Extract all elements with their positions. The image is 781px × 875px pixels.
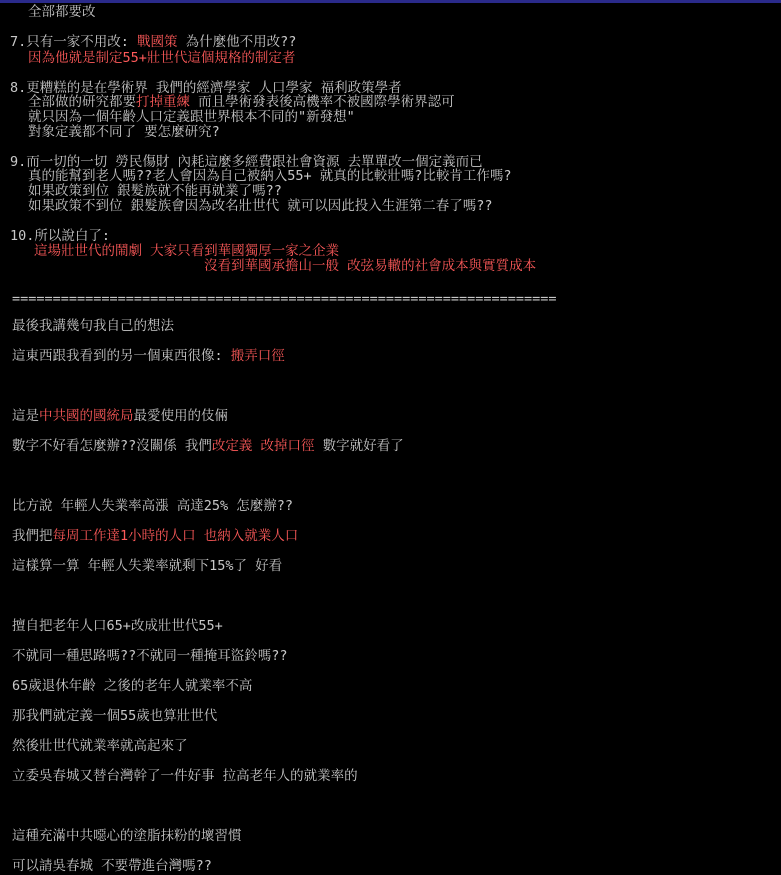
paragraph: 65歲退休年齡 之後的老年人就業率不高: [12, 678, 253, 694]
paragraph: 這樣算一算 年輕人失業率就剩下15%了 好看: [12, 558, 283, 574]
text-fragment: 數字就好看了: [314, 438, 404, 454]
text-fragment: 這是: [12, 408, 39, 424]
highlight-text: 戰國策: [137, 34, 178, 50]
list-item-7-line: [10, 34, 296, 50]
list-item-9-line: 9.而一切的一切 勞民傷財 內耗這麼多經費跟社會資源 去單單改一個定義而已: [10, 154, 483, 170]
paragraph: 比方說 年輕人失業率高漲 高達25% 怎麼辦??: [12, 498, 294, 514]
highlight-line: 沒看到華國承擔山一般 改弦易轍的社會成本與實質成本: [204, 258, 537, 274]
paragraph: 可以請吳春城 不要帶進台灣嗎??: [12, 858, 212, 874]
text-fragment: 我們把: [12, 528, 53, 544]
paragraph: 立委吳春城又替台灣幹了一件好事 拉高老年人的就業率的: [12, 768, 358, 784]
text-fragment: 數字不好看怎麼辦??沒關係 我們: [12, 438, 212, 454]
list-item-8-line: 8.更糟糕的是在學術界 我們的經濟學家 人口學家 福利政策學者: [10, 80, 402, 96]
highlight-text: 改定義 改掉口徑: [211, 438, 315, 454]
highlight-text: 每周工作達1小時的人口 也納入就業人口: [52, 528, 299, 544]
paragraph: 最後我講幾句我自己的想法: [12, 318, 174, 334]
text-line: 如果政策不到位 銀髮族會因為改名壯世代 就可以因此投入生涯第二春了嗎??: [28, 198, 493, 214]
top-border: [0, 0, 781, 3]
text-line: [28, 94, 455, 110]
paragraph: [12, 437, 404, 455]
highlight-text: 打掉重練: [136, 94, 190, 110]
highlight-line: 因為他就是制定55+壯世代這個規格的制定者: [28, 50, 296, 66]
paragraph: 這種充滿中共噁心的塗脂抹粉的壞習慣: [12, 828, 242, 844]
paragraph: 不就同一種思路嗎??不就同一種掩耳盜鈴嗎??: [12, 648, 288, 664]
text-fragment: 全部做的研究都要: [28, 94, 136, 110]
separator-line: ===================================================================: [12, 291, 557, 307]
paragraph: 然後壯世代就業率就高起來了: [12, 738, 188, 754]
text-line: 如果政策到位 銀髮族就不能再就業了嗎??: [28, 183, 282, 199]
text-fragment: 為什麼他不用改??: [177, 34, 297, 50]
list-item-10-line: 10.所以說白了:: [10, 228, 111, 244]
text-fragment: 而且學術發表後高機率不被國際學術界認可: [190, 94, 455, 110]
highlight-line: 這場壯世代的鬧劇 大家只看到華國獨厚一家之企業: [34, 243, 340, 259]
paragraph: [12, 407, 228, 425]
text-line: 就只因為一個年齡人口定義跟世界根本不同的"新發想": [28, 109, 355, 125]
text-line: 全部都要改: [28, 4, 96, 20]
text-line: 對象定義都不同了 要怎麼研究?: [28, 124, 220, 140]
text-fragment: 最愛使用的伎倆: [133, 408, 228, 424]
paragraph: 那我們就定義一個55歲也算壯世代: [12, 708, 218, 724]
highlight-text: 中共國的國統局: [39, 408, 134, 424]
paragraph: [12, 347, 285, 365]
text-fragment: 這東西跟我看到的另一個東西很像:: [12, 348, 231, 364]
text-fragment: 7.只有一家不用改:: [10, 34, 138, 50]
text-line: 真的能幫到老人嗎??老人會因為自己被納入55+ 就真的比較壯嗎?比較肯工作嗎?: [28, 168, 512, 184]
highlight-text: 搬弄口徑: [230, 348, 285, 364]
paragraph: 擅自把老年人口65+改成壯世代55+: [12, 618, 223, 634]
paragraph: [12, 527, 298, 545]
